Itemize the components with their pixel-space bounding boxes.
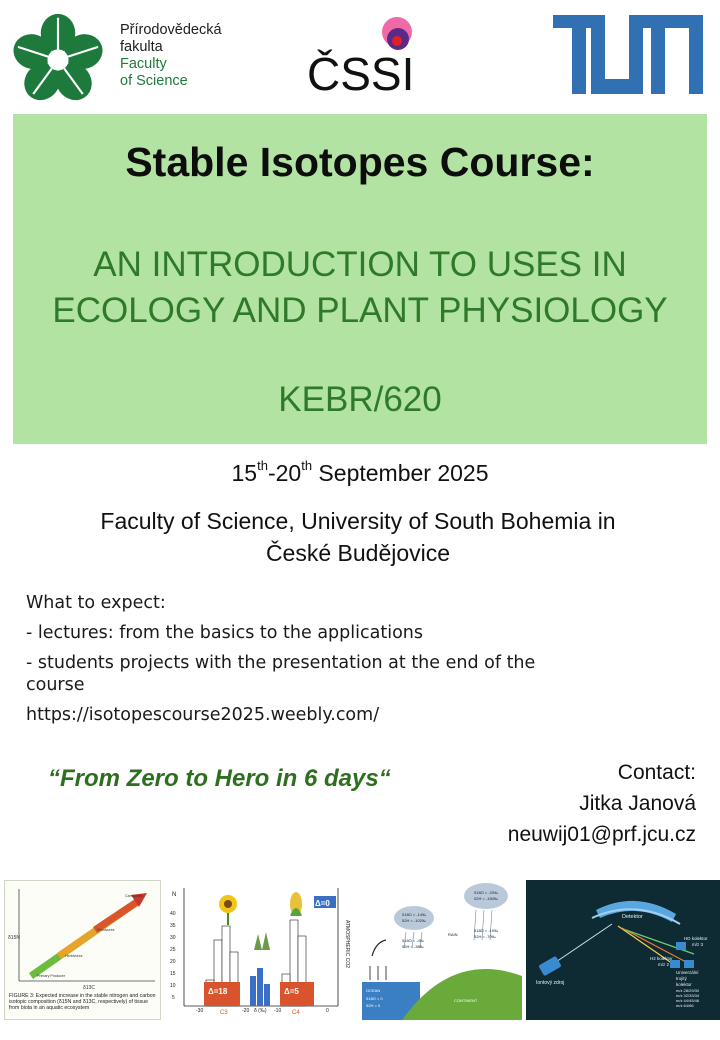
c3-label: C3 <box>220 1010 228 1016</box>
expect-item-lectures: - lectures: from the basics to the applications <box>26 623 423 643</box>
trophic-x-label: δ13C <box>83 985 95 991</box>
mz-list-3: m/z 44/45/46 <box>676 998 700 1003</box>
x-tick-0: 0 <box>326 1008 329 1014</box>
trophic-caption: FIGURE 3: Expected increase in the stable nitrogen and carbon isotopic composition (δ15N and δ13C, respectively) of tissue from biota in an aquatic ecosystem <box>9 993 156 1011</box>
faculty-name-czech: Přírodovědecká <box>120 22 222 38</box>
faculty-name-english-2: of Science <box>120 73 188 89</box>
course-motto: “From Zero to Hero in 6 days“ <box>48 765 391 792</box>
mass-spectrometer-figure <box>526 880 720 1020</box>
subtitle-line-2: ECOLOGY AND PLANT PHYSIOLOGY <box>52 291 668 330</box>
subtitle-line-1: AN INTRODUCTION TO USES IN <box>93 245 627 284</box>
course-subtitle <box>13 242 707 334</box>
date-separator: - <box>267 460 276 486</box>
what-to-expect <box>26 592 666 726</box>
end-day: 20 <box>275 460 302 486</box>
faculty-name-english: Faculty <box>120 56 167 72</box>
ocean-h2: δ2H = 0 <box>366 1003 381 1008</box>
y-tick-15: 15 <box>170 971 176 977</box>
rain-left-h2: δ2H = -38‰ <box>402 944 424 949</box>
svg-text:ČSSI: ČSSI <box>307 48 415 98</box>
trophic-diagram <box>5 881 161 993</box>
ocean-label: OCEAN <box>366 988 381 993</box>
cloud-right-o18: δ18O = -20‰ <box>474 890 499 895</box>
cssi-logo <box>305 14 415 98</box>
start-suffix: th <box>257 458 268 473</box>
trophic-y-label: δ15N <box>8 935 20 941</box>
contact-block <box>508 757 696 850</box>
y-tick-25: 25 <box>170 947 176 953</box>
mz-list-4: m/z 64/66 <box>676 1003 694 1008</box>
start-day: 15 <box>231 460 258 486</box>
trophic-figure <box>4 880 161 1020</box>
histogram-x-label: δ (‰) <box>254 1008 267 1014</box>
cloud-right-h2: δ2H = -150‰ <box>474 896 498 901</box>
trophic-level-omnivores: Omnivores <box>97 928 115 932</box>
c4-label: C4 <box>292 1010 300 1016</box>
end-suffix: th <box>301 458 313 473</box>
water-cycle-figure <box>362 880 522 1020</box>
contact-label: Contact: <box>617 761 696 784</box>
trophic-level-carnivores: Carnivores <box>125 894 143 898</box>
contact-name: Jitka Janová <box>579 792 696 815</box>
month-year: September 2025 <box>312 460 489 486</box>
course-code: KEBR/620 <box>278 380 442 419</box>
atmospheric-co2-label: ATMOSPHERIC CO2 <box>344 920 350 968</box>
delta-atm-label: Δ=0 <box>315 899 330 908</box>
detector-label: Detektor <box>622 914 643 920</box>
course-venue <box>0 505 716 569</box>
x-tick-m10: -10 <box>274 1008 282 1014</box>
rain-right-o18: δ18O = -10‰ <box>474 928 499 933</box>
universal-collector-3: kolektor <box>676 982 692 987</box>
mass-spectrometer-diagram <box>526 880 720 1020</box>
x-tick-m20: -20 <box>242 1008 250 1014</box>
expect-heading: What to expect: <box>26 593 166 613</box>
cloud-left-h2: δ2H = -102‰ <box>402 918 426 923</box>
contact-email[interactable]: neuwij01@prf.jcu.cz <box>507 823 696 846</box>
c3-c4-histogram <box>166 880 356 1020</box>
trophic-level-herbivores: Herbivores <box>65 954 83 958</box>
y-tick-40: 40 <box>170 911 176 917</box>
course-title: Stable Isotopes Course: <box>125 139 595 185</box>
cloud-left-o18: δ18O = -14‰ <box>402 912 427 917</box>
course-dates <box>0 460 720 487</box>
venue-line-1: Faculty of Science, University of South Bohemia in <box>100 508 616 534</box>
logo-row <box>0 0 720 110</box>
hd-collector-label: HD kolektor <box>684 936 708 941</box>
universal-collector-2: trojitý <box>676 976 687 981</box>
faculty-name-czech-2: fakulta <box>120 39 163 55</box>
continent-label: CONTINENT <box>454 998 478 1003</box>
water-cycle-diagram <box>362 880 522 1020</box>
x-tick-m30: -30 <box>196 1008 204 1014</box>
ocean-o18: δ18O = 0 <box>366 996 383 1001</box>
faculty-flower-logo <box>10 12 106 104</box>
delta-c4-label: Δ=5 <box>284 987 299 996</box>
rain-label: RAIN <box>448 932 458 937</box>
y-tick-5: 5 <box>172 995 175 1001</box>
rain-left-o18: δ18O = -4‰ <box>402 938 424 943</box>
y-tick-10: 10 <box>170 983 176 989</box>
y-tick-20: 20 <box>170 959 176 965</box>
delta-c3-label: Δ=18 <box>208 987 228 996</box>
trophic-level-producer: Primary Producer <box>37 974 65 978</box>
figures-strip <box>0 880 720 1025</box>
mz-list-2: m/z 32/33/34 <box>676 993 700 998</box>
venue-line-2: České Budějovice <box>265 540 451 566</box>
h2-collector-label: H2 kolektor <box>650 956 673 961</box>
histogram-y-axis: N <box>172 892 177 898</box>
expect-item-projects-cont: course <box>26 675 85 695</box>
hd-collector-mz: m/z 3 <box>692 942 704 947</box>
rain-right-h2: δ2H = -70‰ <box>474 934 496 939</box>
y-tick-35: 35 <box>170 923 176 929</box>
title-banner <box>13 114 707 444</box>
faculty-logo-text <box>120 22 222 90</box>
y-tick-30: 30 <box>170 935 176 941</box>
mz-list-1: m/z 28/29/30 <box>676 988 700 993</box>
course-website-link[interactable]: https://isotopescourse2025.weebly.com/ <box>26 705 380 725</box>
c3-c4-histogram-figure <box>166 880 356 1020</box>
ion-source-label: Iontový zdroj <box>536 980 565 986</box>
tum-logo <box>553 15 703 94</box>
h2-collector-mz: m/z 2 <box>658 962 670 967</box>
universal-collector-1: Univerzální <box>676 970 699 975</box>
expect-item-projects: - students projects with the presentation at the end of the <box>26 653 536 673</box>
